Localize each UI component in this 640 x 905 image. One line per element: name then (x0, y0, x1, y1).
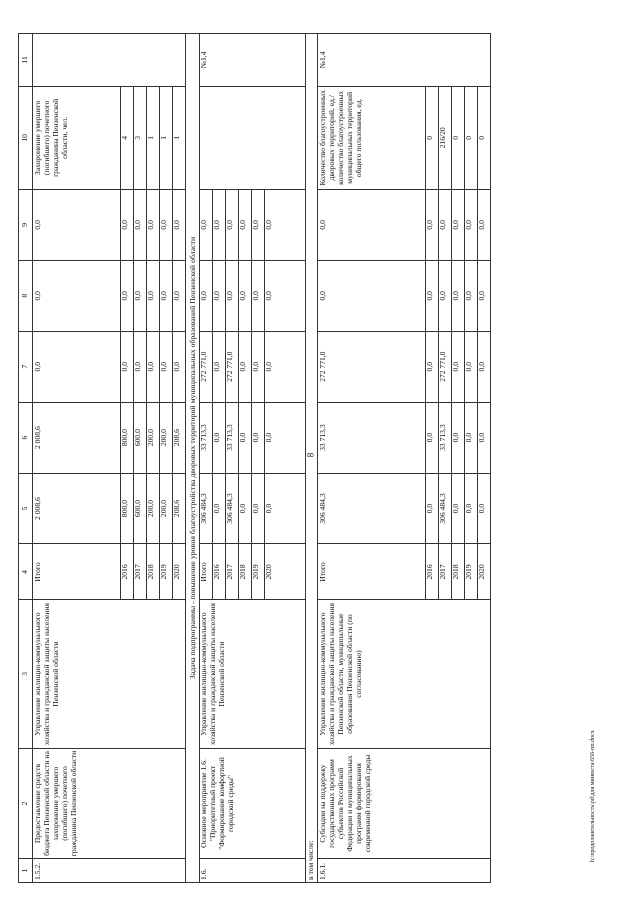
year-cell: 2016 (426, 544, 439, 600)
col-num-header: 2 (19, 748, 33, 859)
amount-cell: 0,0 (452, 473, 465, 544)
amount-cell: 0,0 (213, 260, 226, 331)
amount-cell: 0,0 (478, 189, 491, 260)
amount-cell: 0,0 (146, 189, 159, 260)
amount-cell: 0,0 (439, 260, 452, 331)
amount-cell: 0,0 (265, 473, 306, 544)
amount-cell: 0,0 (465, 473, 478, 544)
amount-cell: 0,0 (159, 331, 172, 402)
amount-cell: 33 713,3 (226, 402, 239, 473)
amount-cell: 0,0 (265, 402, 306, 473)
amount-cell: 0,0 (213, 331, 226, 402)
section-row (306, 34, 318, 883)
year-cell: 2016 (213, 544, 226, 600)
amount-cell: 0,0 (426, 331, 439, 402)
year-cell: 2017 (133, 544, 146, 600)
amount-cell: 0,0 (120, 189, 133, 260)
executor: Управление жилищно-коммунального хозяйства и гражданской защиты населения Пензенской области, муниципальные образования Пензенской области (по согласованию) (318, 600, 491, 748)
amount-cell: 0,0 (32, 189, 120, 260)
amount-cell: 200,0 (159, 473, 172, 544)
link-cell: №1,4 (200, 34, 306, 87)
amount-cell: 0,0 (226, 260, 239, 331)
amount-cell: 33 713,3 (318, 402, 426, 473)
indicator-value: 0 (478, 86, 491, 189)
col-num-header: 9 (19, 189, 33, 260)
amount-cell: 306 484,3 (318, 473, 426, 544)
footer-file-path: h:\продолжительность\pd\для минюста\656-пп.docx (590, 730, 596, 862)
page-number: 8 (305, 452, 316, 458)
indicator-value: 0 (465, 86, 478, 189)
amount-cell: 0,0 (426, 260, 439, 331)
row-number: 1.6. (200, 859, 306, 883)
col-num-header: 11 (19, 34, 33, 87)
amount-cell: 2 008,6 (32, 473, 120, 544)
amount-cell: 0,0 (146, 260, 159, 331)
amount-cell: 0,0 (426, 189, 439, 260)
amount-cell: 0,0 (478, 260, 491, 331)
amount-cell: 0,0 (252, 402, 265, 473)
amount-cell: 306 484,3 (439, 473, 452, 544)
amount-cell: 0,0 (226, 189, 239, 260)
amount-cell: 200,0 (146, 402, 159, 473)
year-cell: 2020 (172, 544, 185, 600)
amount-cell: 0,0 (478, 473, 491, 544)
amount-cell: 800,0 (120, 473, 133, 544)
amount-cell: 208,6 (172, 473, 185, 544)
amount-cell: 0,0 (133, 189, 146, 260)
amount-cell: 800,0 (120, 402, 133, 473)
indicator-value: 1 (159, 86, 172, 189)
amount-cell: 0,0 (252, 189, 265, 260)
amount-cell: 0,0 (452, 331, 465, 402)
amount-cell: 0,0 (465, 260, 478, 331)
year-cell: 2018 (452, 544, 465, 600)
table-row (32, 34, 120, 883)
indicator-value: 0 (426, 86, 439, 189)
amount-cell: 0,0 (265, 331, 306, 402)
amount-cell: 0,0 (172, 260, 185, 331)
amount-cell: 0,0 (239, 473, 252, 544)
amount-cell: 0,0 (452, 402, 465, 473)
year-cell: 2016 (120, 544, 133, 600)
amount-cell: 0,0 (159, 189, 172, 260)
col-num-header: 8 (19, 260, 33, 331)
col-num-header: 7 (19, 331, 33, 402)
amount-cell: 0,0 (252, 260, 265, 331)
amount-cell: 0,0 (452, 189, 465, 260)
col-num-header: 1 (19, 859, 33, 883)
year-cell: 2019 (252, 544, 265, 600)
table-row (200, 34, 213, 883)
amount-cell: 33 713,3 (200, 402, 213, 473)
indicator-value: 1 (172, 86, 185, 189)
year-cell: 2017 (226, 544, 239, 600)
amount-cell: 0,0 (465, 402, 478, 473)
task-title: Задача подпрограммы - повышение уровня благоустройства дворовых территорий муниципальных образований Пензенской области (185, 34, 199, 883)
amount-cell: 0,0 (252, 473, 265, 544)
amount-cell: 0,0 (252, 331, 265, 402)
amount-cell: 2 008,6 (32, 402, 120, 473)
amount-cell: 306 484,3 (200, 473, 213, 544)
amount-cell: 0,0 (146, 331, 159, 402)
col-num-header: 6 (19, 402, 33, 473)
amount-cell: 600,0 (133, 402, 146, 473)
amount-cell: 0,0 (465, 331, 478, 402)
amount-cell: 0,0 (213, 402, 226, 473)
year-cell: 2018 (146, 544, 159, 600)
year-cell: 2020 (478, 544, 491, 600)
amount-cell: 0,0 (172, 331, 185, 402)
indicator-value: 1 (146, 86, 159, 189)
amount-cell: 0,0 (265, 260, 306, 331)
indicator-value: 216/20 (439, 86, 452, 189)
amount-cell: 0,0 (426, 473, 439, 544)
amount-cell: 0,0 (133, 331, 146, 402)
link-cell: №1,4 (318, 34, 491, 87)
amount-cell: 0,0 (213, 189, 226, 260)
year-cell: 2018 (239, 544, 252, 600)
amount-cell: 600,0 (133, 473, 146, 544)
amount-cell: 0,0 (465, 189, 478, 260)
amount-cell: 200,0 (159, 402, 172, 473)
indicator-cell: Количество благоустроенных дворовых территорий, ед./количество благоустроенных муниципальных территорий общего пользования, ед. (318, 86, 426, 189)
col-num-header: 5 (19, 473, 33, 544)
indicator-value: 0 (452, 86, 465, 189)
activity-name: Основное мероприятие 1.6. "Приоритетный проект "Формирование комфортной городской среды" (200, 748, 306, 859)
amount-cell: 272 771,0 (439, 331, 452, 402)
section-row (185, 34, 199, 883)
indicator-value: 4 (120, 86, 133, 189)
amount-cell: 0,0 (120, 331, 133, 402)
amount-cell: 0,0 (318, 189, 426, 260)
activity-name: Предоставление средств бюджета Пензенской области на захоронение умершего (погибшего) почетного гражданина Пензенской области (32, 748, 185, 859)
year-cell: 2020 (265, 544, 306, 600)
executor: Управление жилищно-коммунального хозяйства и гражданской защиты населения Пензенской области (200, 600, 306, 748)
column-number-row (19, 34, 33, 883)
row-number: 1.6.1. (318, 859, 491, 883)
amount-cell: 208,6 (172, 402, 185, 473)
amount-cell: 0,0 (265, 189, 306, 260)
amount-cell: 0,0 (478, 402, 491, 473)
amount-cell: 0,0 (32, 331, 120, 402)
amount-cell: 0,0 (213, 473, 226, 544)
amount-cell: 272 771,0 (200, 331, 213, 402)
program-activities-table (18, 33, 491, 883)
amount-cell: 272 771,0 (318, 331, 426, 402)
amount-cell: 0,0 (452, 260, 465, 331)
amount-cell: 0,0 (239, 402, 252, 473)
amount-cell: 0,0 (239, 189, 252, 260)
amount-cell: 0,0 (239, 331, 252, 402)
amount-cell: 0,0 (439, 189, 452, 260)
amount-cell: 0,0 (318, 260, 426, 331)
amount-cell: 0,0 (32, 260, 120, 331)
amount-cell: 0,0 (133, 260, 146, 331)
amount-cell: 272 771,0 (226, 331, 239, 402)
amount-cell: 0,0 (239, 260, 252, 331)
amount-cell: 33 713,3 (439, 402, 452, 473)
col-num-header: 4 (19, 544, 33, 600)
col-num-header: 10 (19, 86, 33, 189)
amount-cell: 0,0 (120, 260, 133, 331)
activity-name: Субсидии на поддержку государственных программ субъектов Российской Федерации и муниципальных программ формирования современной городской среды (318, 748, 491, 859)
executor: Управление жилищно-коммунального хозяйства и гражданской защиты населения Пензенской области (32, 600, 185, 748)
indicator-cell (200, 86, 306, 189)
amount-cell: 0,0 (426, 402, 439, 473)
amount-cell: 0,0 (200, 260, 213, 331)
indicator-cell: Захоронение умершего (погибшего) почетного гражданина Пензенской области, чел. (32, 86, 120, 189)
row-number: 1.5.2. (32, 859, 185, 883)
amount-cell: 200,0 (146, 473, 159, 544)
amount-cell: 0,0 (478, 331, 491, 402)
amount-cell: 0,0 (159, 260, 172, 331)
amount-cell: 306 484,3 (226, 473, 239, 544)
year-cell: 2019 (465, 544, 478, 600)
col-num-header: 3 (19, 600, 33, 748)
year-cell: 2019 (159, 544, 172, 600)
indicator-value: 3 (133, 86, 146, 189)
rotated-table-page (18, 33, 578, 883)
amount-cell: 0,0 (172, 189, 185, 260)
year-cell: 2017 (439, 544, 452, 600)
including-label: в том числе: (306, 34, 318, 883)
amount-cell: 0,0 (200, 189, 213, 260)
link-cell (32, 34, 185, 87)
period-cell: Итого (318, 544, 426, 600)
period-cell: Итого (32, 544, 120, 600)
period-cell: Итого (200, 544, 213, 600)
table-row (318, 34, 426, 883)
